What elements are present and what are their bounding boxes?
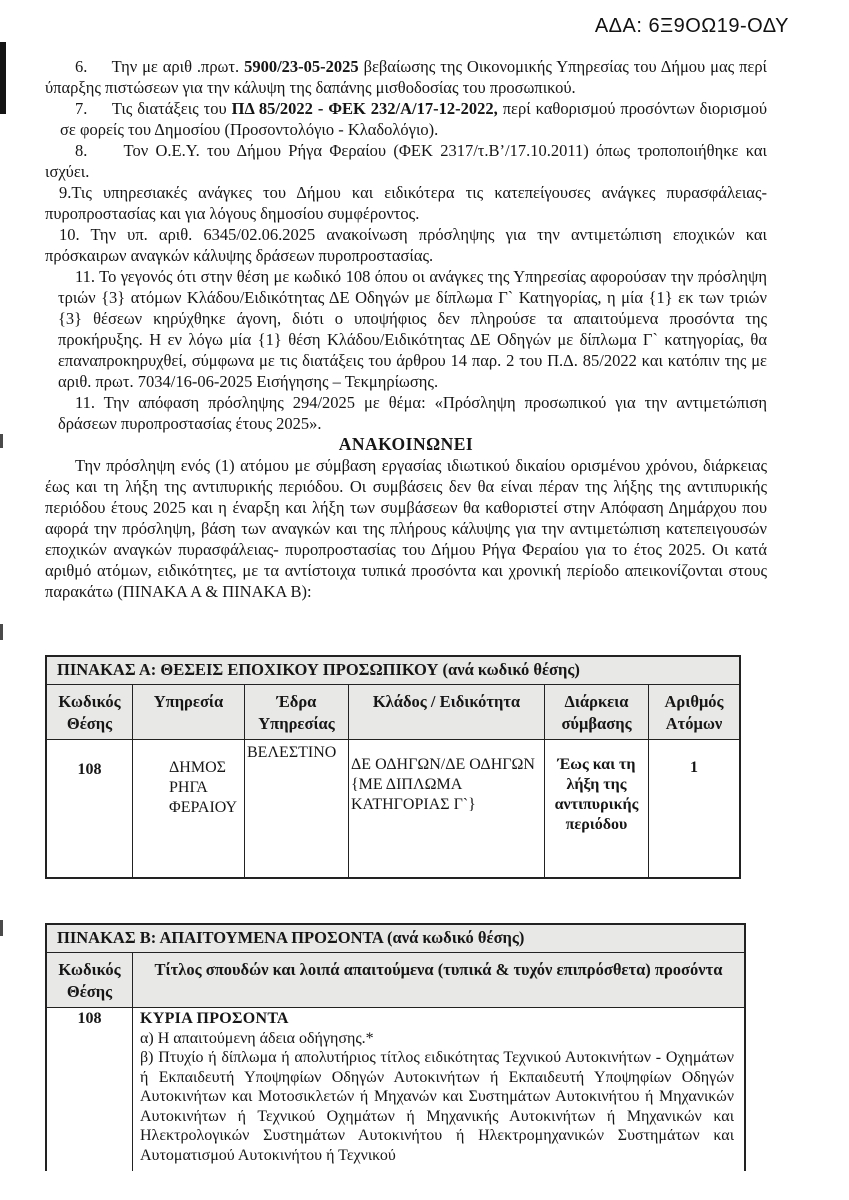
- list-item-9: 9.Τις υπηρεσιακές ανάγκες του Δήμου και ειδικότερα τις κατεπείγουσες ανάγκες πυρασφάλειας- πυροπροστασίας και για λόγους δημοσίου συμφέροντος.: [45, 183, 767, 223]
- scan-artifact-mark: [0, 434, 3, 448]
- cell-count: 1: [690, 759, 698, 776]
- qualification-item-a: α) Η απαιτούμενη άδεια οδήγησης.*: [140, 1029, 374, 1047]
- list-item-10: 10. Την υπ. αριθ. 6345/02.06.2025 ανακοίνωση πρόσληψης για την αντιμετώπιση εποχικών και πρόσκαιρων αναγκών κάλυψης δράσεων πυροπροστασίας.: [45, 225, 767, 265]
- cell-service: ΔΗΜΟΣ ΡΗΓΑ ΦΕΡΑΙΟΥ: [133, 740, 245, 877]
- table-a-header-row: [47, 685, 739, 740]
- cell-qualifications: [133, 1008, 744, 1171]
- qualification-item-b: β) Πτυχίο ή δίπλωμα ή απολυτήριος τίτλος ειδικότητας Τεχνικού Αυτοκινήτων - Οχημάτων ή Εκπαιδευτή Υποψηφίων Οδηγών Αυτοκινήτων ή Εκπαιδευτή Υποψηφίων Οδηγών Αυτοκινήτων και Μοτοσικλετών ή Μηχανών και Συστημάτων Αυτοκινήτου ή Μηχανικών Αυτοκινήτων ή Τεχνικού Οχημάτων ή Μηχανικής Αυτοκινήτων ή Μηχανικών και Ηλεκτρολογικών Συστημάτων Αυτοκινήτου ή Ηλεκτρομηχανικών Συστημάτων και Αυτοματισμού Αυτοκινήτου ή Τεχνικού: [140, 1049, 734, 1164]
- list-item-8: 8. Τον Ο.Ε.Υ. του Δήμου Ρήγα Φεραίου (ΦΕΚ 2317/τ.Β’/17.10.2011) όπως τροποποιήθηκε και ισχύει.: [45, 141, 767, 181]
- table-a-header-duration: Διάρκεια σύμβασης: [545, 685, 649, 739]
- scan-artifact-mark: [0, 920, 3, 936]
- list-item-11b: 11. Την απόφαση πρόσληψης 294/2025 με θέμα: «Πρόσληψη προσωπικού για την αντιμετώπιση δράσεων πυροπροστασίας έτους 2025».: [58, 393, 767, 433]
- table-b-header-qualifications: Τίτλος σπουδών και λοιπά απαιτούμενα (τυπικά & τυχόν επιπρόσθετα) προσόντα: [154, 960, 723, 979]
- cell-specialty: ΔΕ ΟΔΗΓΩΝ/ΔΕ ΟΔΗΓΩΝ {ΜΕ ΔΙΠΛΩΜΑ ΚΑΤΗΓΟΡΙΑΣ Γ`}: [349, 740, 545, 877]
- table-b-header-row: [47, 953, 744, 1008]
- table-a-header-count: Αριθμός Ατόμων: [664, 692, 724, 733]
- list-item-6: 6. Την με αριθ .πρωτ. 5900/23-05-2025 βεβαίωσης της Οικονομικής Υπηρεσίας του Δήμου μας περί ύπαρξης πιστώσεων για την κάλυψη της δαπάνης μισθοδοσίας του προσωπικού.: [45, 57, 767, 97]
- table-b-title: ΠΙΝΑΚΑΣ Β: ΑΠΑΙΤΟΥΜΕΝΑ ΠΡΟΣΟΝΤΑ (ανά κωδικό θέσης): [47, 925, 744, 953]
- table-b: [45, 923, 746, 1171]
- announcement-heading: ΑΝΑΚΟΙΝΩΝΕΙ: [338, 434, 474, 454]
- table-a-header-code: Κωδικός Θέσης: [47, 685, 133, 739]
- table-row: [47, 740, 739, 877]
- table-a-header-seat: Έδρα Υπηρεσίας: [245, 685, 349, 739]
- cell-position-code: 108: [47, 1008, 133, 1171]
- table-row: [47, 1008, 744, 1171]
- cell-seat: ΒΕΛΕΣΤΙΝΟ: [245, 740, 349, 877]
- list-item-7: 7. Τις διατάξεις του ΠΔ 85/2022 - ΦΕΚ 232/Α/17-12-2022, περί καθορισμού προσόντων διορισμού σε φορείς του Δημοσίου (Προσοντολόγιο - Κλαδολόγιο).: [60, 99, 767, 139]
- list-item-11a: 11. Το γεγονός ότι στην θέση με κωδικό 108 όπου οι ανάγκες της Υπηρεσίας αφορούσαν την πρόσληψη τριών {3} ατόμων Κλάδου/Ειδικότητας ΔΕ Οδηγών με δίπλωμα Γ` Κατηγορίας, η μία {1} εκ των τριών {3} θέσεων κηρύχθηκε άγονη, διότι ο υποψήφιος δεν πληρούσε τα απαιτούμενα προσόντα της προκήρυξης. Η εν λόγω μία {1} θέση Κλάδου/Ειδικότητας ΔΕ Οδηγών με δίπλωμα Γ` κατηγορίας, θα επαναπροκηρυχθεί, σύμφωνα με τις διατάξεις του άρθρου 14 παρ. 2 του Π.Δ. 85/2022 και κατόπιν της με αριθ. πρωτ. 7034/16-06-2025 Εισήγησης – Τεκμηρίωσης.: [58, 267, 767, 391]
- table-a-header-specialty: Κλάδος / Ειδικότητα: [349, 685, 545, 739]
- table-b-header-code: Κωδικός Θέσης: [47, 953, 133, 1007]
- table-a-title: ΠΙΝΑΚΑΣ Α: ΘΕΣΕΙΣ ΕΠΟΧΙΚΟΥ ΠΡΟΣΩΠΙΚΟΥ (ανά κωδικό θέσης): [47, 657, 739, 685]
- ada-code: ΑΔΑ: 6Ξ9ΟΩ19-ΟΔΥ: [594, 15, 789, 37]
- scan-artifact-mark: [0, 624, 3, 640]
- table-a-header-service: Υπηρεσία: [133, 685, 245, 739]
- qualifications-main-title: ΚΥΡΙΑ ΠΡΟΣΟΝΤΑ: [140, 1010, 289, 1027]
- scan-artifact-mark: [0, 42, 6, 114]
- table-a: [45, 655, 741, 879]
- cell-duration: Έως και τη λήξη της αντιπυρικής περιόδου: [545, 740, 649, 877]
- cell-position-code: 108: [47, 740, 133, 877]
- document-body: [45, 56, 767, 602]
- announcement-paragraph: Την πρόσληψη ενός (1) ατόμου με σύμβαση εργασίας ιδιωτικού δικαίου ορισμένου χρόνου, διάρκειας έως και τη λήξη της αντιπυρικής περιόδου. Οι συμβάσεις δεν θα είναι πέραν της λήξης της αντιπυρικής περιόδου έτους 2025 και η έναρξη και λήξη των συμβάσεων θα καθοριστεί στην Απόφαση Δημάρχου που αφορά την πρόσληψη, βάση των αναγκών και της πλήρους κάλυψης για την αντιμετώπιση κατεπειγουσών εποχικών αναγκών πυρασφάλειας- πυροπροστασίας του Δήμου Ρήγα Φεραίου για το έτος 2025. Οι κατά αριθμό ατόμων, ειδικότητες, με τα αντίστοιχα τυπικά προσόντα και χρονική περίοδο απεικονίζονται στους παρακάτω (ΠΙΝΑΚΑ Α & ΠΙΝΑΚΑ Β):: [45, 456, 767, 601]
